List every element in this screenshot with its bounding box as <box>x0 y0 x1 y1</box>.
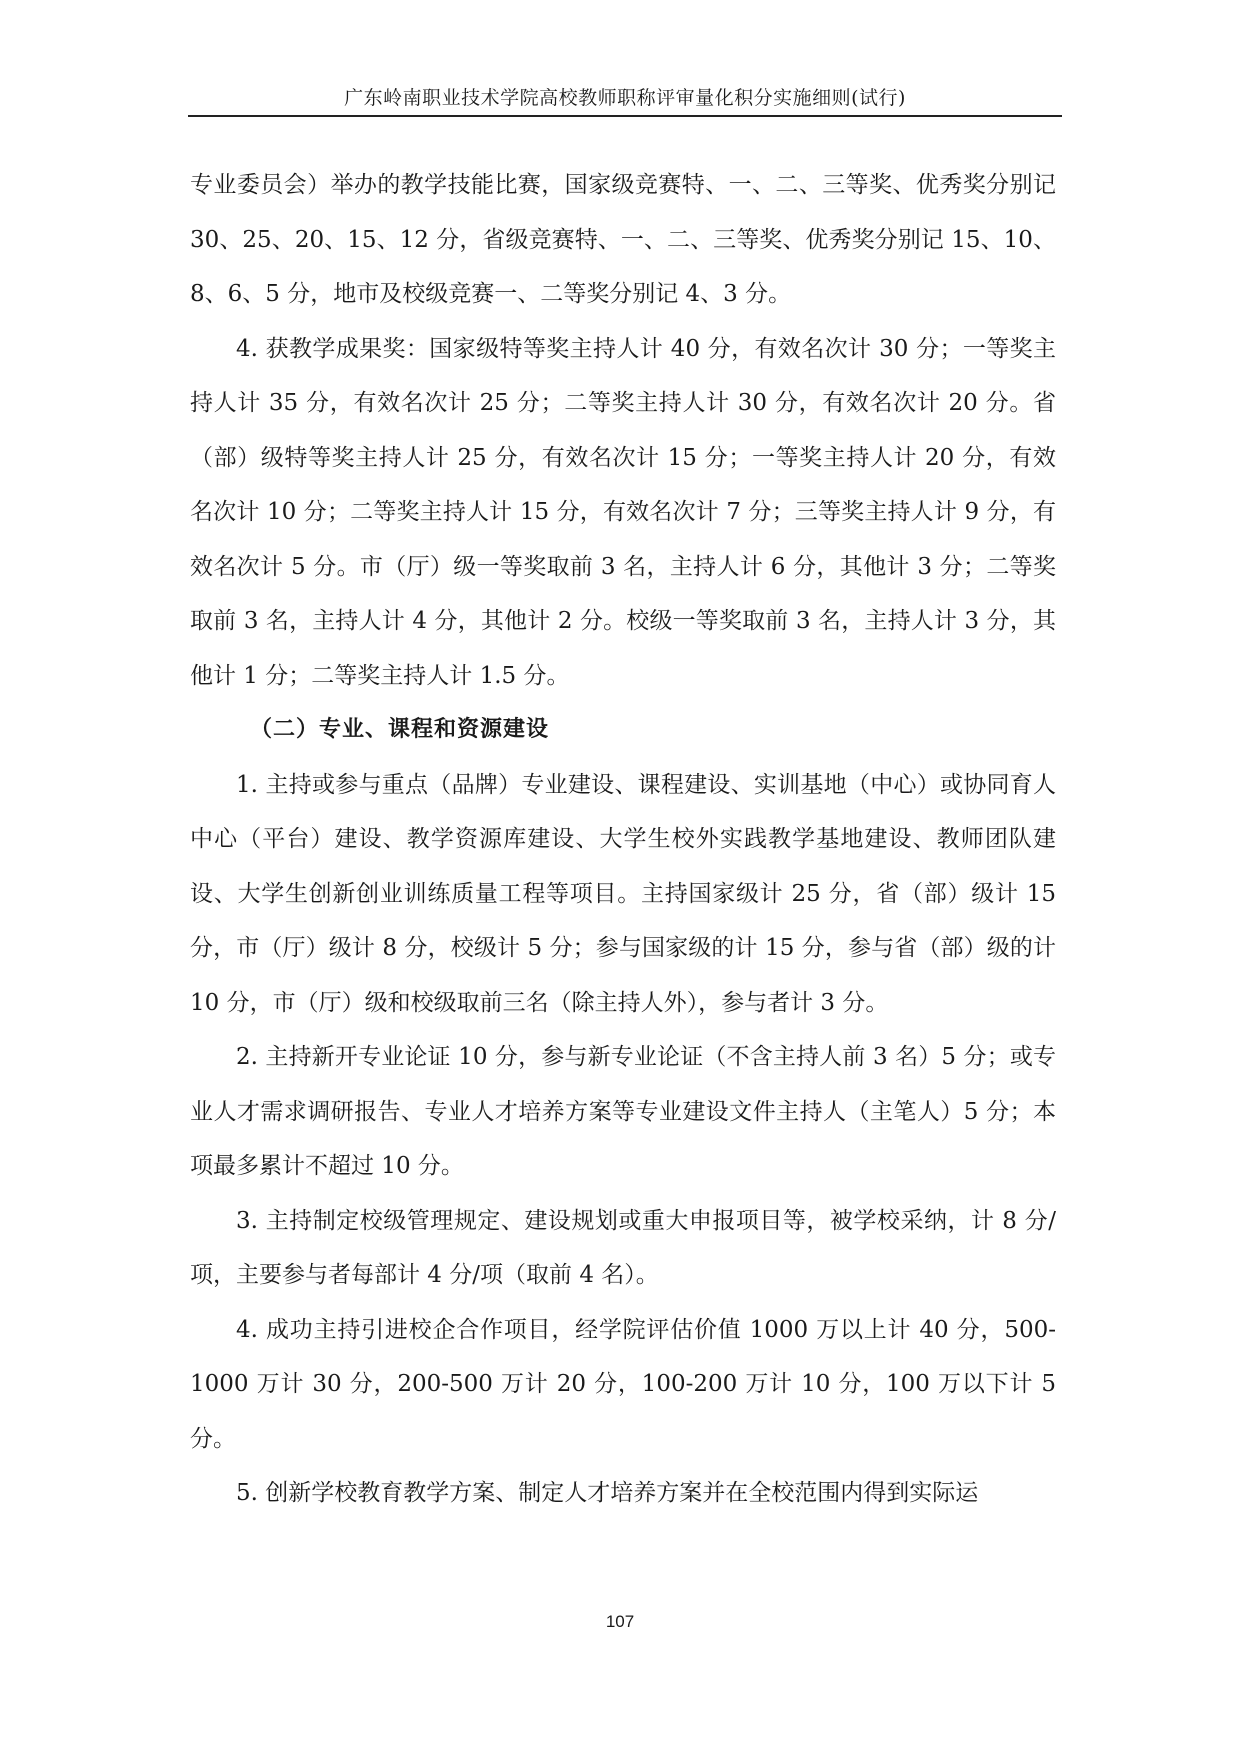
body-text <box>190 158 1056 1521</box>
paragraph-management-regulations: 3. 主持制定校级管理规定、建设规划或重大申报项目等，被学校采纳，计 8 分/项，主要参与者每部计 4 分/项（取前 4 名）。 <box>190 1207 1056 1288</box>
running-header: 广东岭南职业技术学院高校教师职称评审量化积分实施细则(试行) <box>344 87 906 109</box>
paragraph-teaching-achievement-award: 4. 获教学成果奖：国家级特等奖主持人计 40 分，有效名次计 30 分；一等奖主持人计 35 分，有效名次计 25 分；二等奖主持人计 30 分，有效名次计 20 分。省（部）级特等奖主持人计 25 分，有效名次计 15 分；一等奖主持人计 20 分，有效名次计 10 分；二等奖主持人计 15 分，有效名次计 7 分；三等奖主持人计 9 分，有效名次计 5 分。市（厅）级一等奖取前 3 名，主持人计 6 分，其他计 3 分；二等奖取前 3 名，主持人计 4 分，其他计 2 分。校级一等奖取前 3 名，主持人计 3 分，其他计 1 分；二等奖主持人计 1.5 分。 <box>190 335 1056 689</box>
paragraph-innovation-teaching-plan: 5. 创新学校教育教学方案、制定人才培养方案并在全校范围内得到实际运 <box>236 1480 979 1506</box>
page-number: 107 <box>605 1612 635 1631</box>
section-heading: （二）专业、课程和资源建设 <box>250 717 550 742</box>
paragraph-school-enterprise-cooperation: 4. 成功主持引进校企合作项目，经学院评估价值 1000 万以上计 40 分，500-1000 万计 30 分，200-500 万计 20 分，100-200 万计 10 分，100 万以下计 5 分。 <box>190 1316 1056 1452</box>
paragraph-major-course-construction: 1. 主持或参与重点（品牌）专业建设、课程建设、实训基地（中心）或协同育人中心（平台）建设、教学资源库建设、大学生校外实践教学基地建设、教师团队建设、大学生创新创业训练质量工程等项目。主持国家级计 25 分，省（部）级计 15 分，市（厅）级计 8 分，校级计 5 分；参与国家级的计 15 分，参与省（部）级的计 10 分，市（厅）级和校级取前三名（除主持人外），参与者计 3 分。 <box>190 771 1056 1016</box>
paragraph-new-major-demonstration: 2. 主持新开专业论证 10 分，参与新专业论证（不含主持人前 3 名）5 分；或专业人才需求调研报告、专业人才培养方案等专业建设文件主持人（主笔人）5 分；本项最多累计不超过 10 分。 <box>190 1044 1056 1179</box>
header-rule <box>188 115 1062 117</box>
paragraph-competition-continued: 专业委员会）举办的教学技能比赛，国家级竞赛特、一、二、三等奖、优秀奖分别记 30、25、20、15、12 分，省级竞赛特、一、二、三等奖、优秀奖分别记 15、10、8、6、5 分，地市及校级竞赛一、二等奖分别记 4、3 分。 <box>190 172 1056 307</box>
